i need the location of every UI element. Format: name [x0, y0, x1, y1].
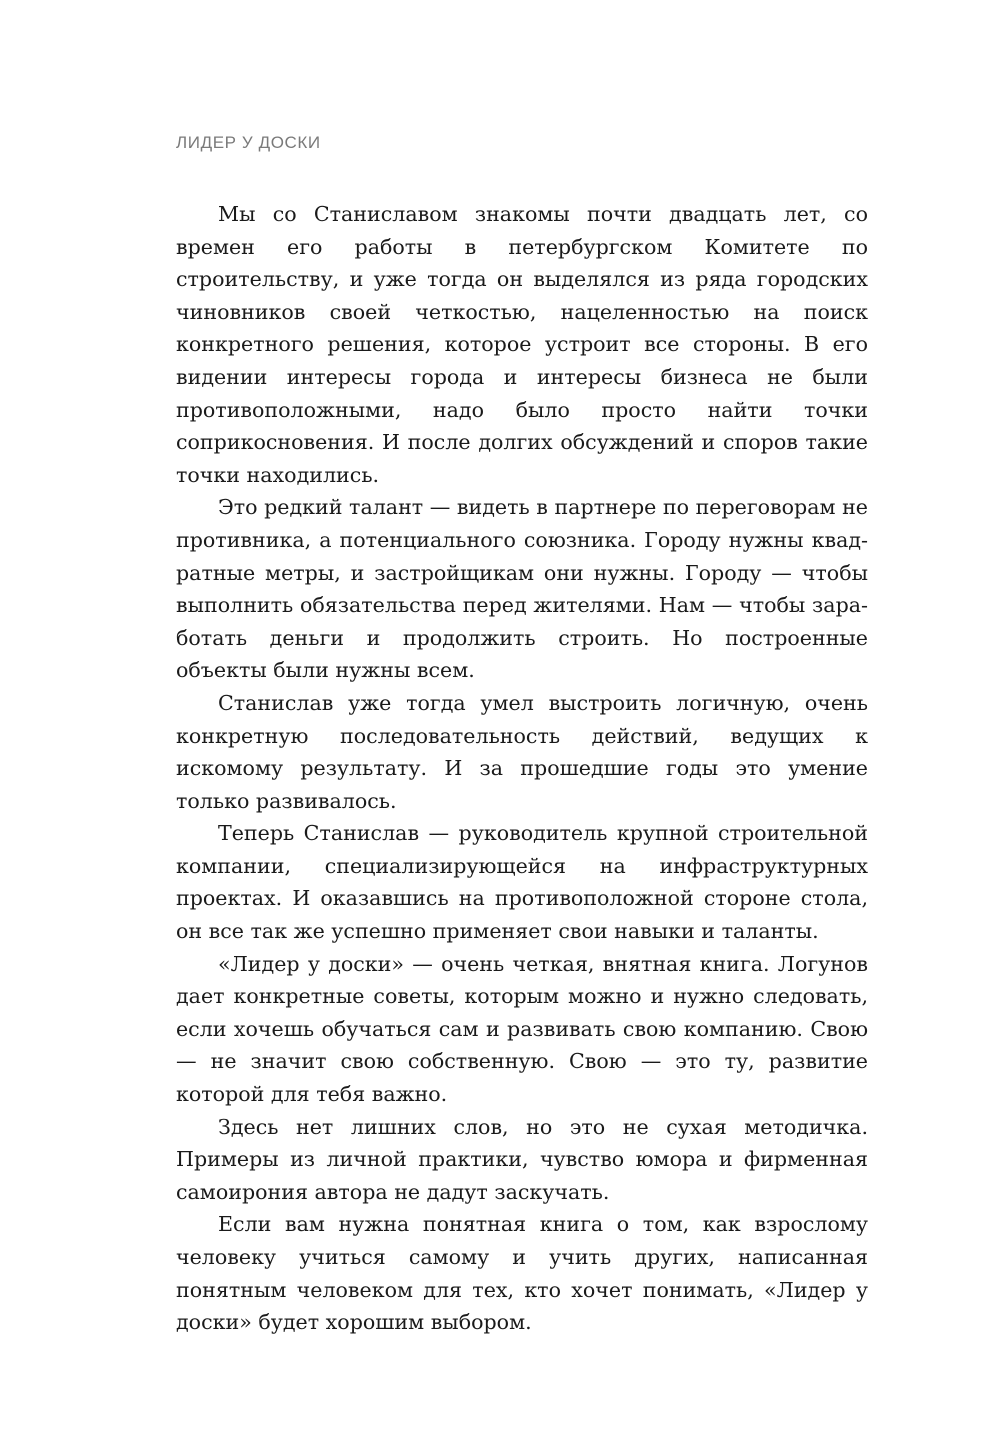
body-text: [176, 198, 868, 1339]
paragraph: Если вам нужна понятная книга о том, как взрослому человеку учиться самому и учить других, написанная понятным человеком для тех, кто хочет понимать, «Лидер у доски» будет хорошим выбором.: [176, 1212, 868, 1335]
paragraph: Это редкий талант — видеть в партнере по переговорам не противника, а потенциального союзника. Городу нужны квадратные метры, и застройщикам они нужны. Городу — чтобы выполнить обязательства перед жителями. Нам — чтобы заработать деньги и продолжить строить. Но построенные объекты были нужны всем.: [176, 495, 868, 683]
paragraph: «Лидер у доски» — очень четкая, внятная книга. Логунов дает конкретные советы, которым можно и нужно следовать, если хочешь обучаться сам и развивать свою компанию. Свою — не значит свою собственную. Свою — это ту, развитие которой для тебя важно.: [176, 951, 868, 1107]
paragraph: Станислав уже тогда умел выстроить логичную, очень конкретную последовательность действий, ведущих к искомому результату. И за прошедшие годы это умение только развивалось.: [176, 690, 868, 813]
running-head: ЛИДЕР У ДОСКИ: [176, 133, 321, 152]
paragraph: Теперь Станислав — руководитель крупной строительной компании, специализирующейся на инфраструктурных проектах. И оказавшись на противоположной стороне стола, он все так же успешно применяет свои навыки и таланты.: [176, 821, 868, 944]
paragraph: Мы со Станиславом знакомы почти двадцать лет, со времен его работы в петербургском Комитете по строительству, и уже тогда он выделялся из ряда городских чиновников своей четкостью, нацеленностью на поиск конкретного решения, которое устроит все стороны. В его видении интересы города и интересы бизнеса не были противоположными, надо было просто найти точки соприкосновения. И после долгих обсуждений и споров такие точки находились.: [176, 202, 868, 487]
paragraph: Здесь нет лишних слов, но это не сухая методичка. Примеры из личной практики, чувство юмора и фирменная самоирония автора не дадут заскучать.: [176, 1114, 868, 1204]
